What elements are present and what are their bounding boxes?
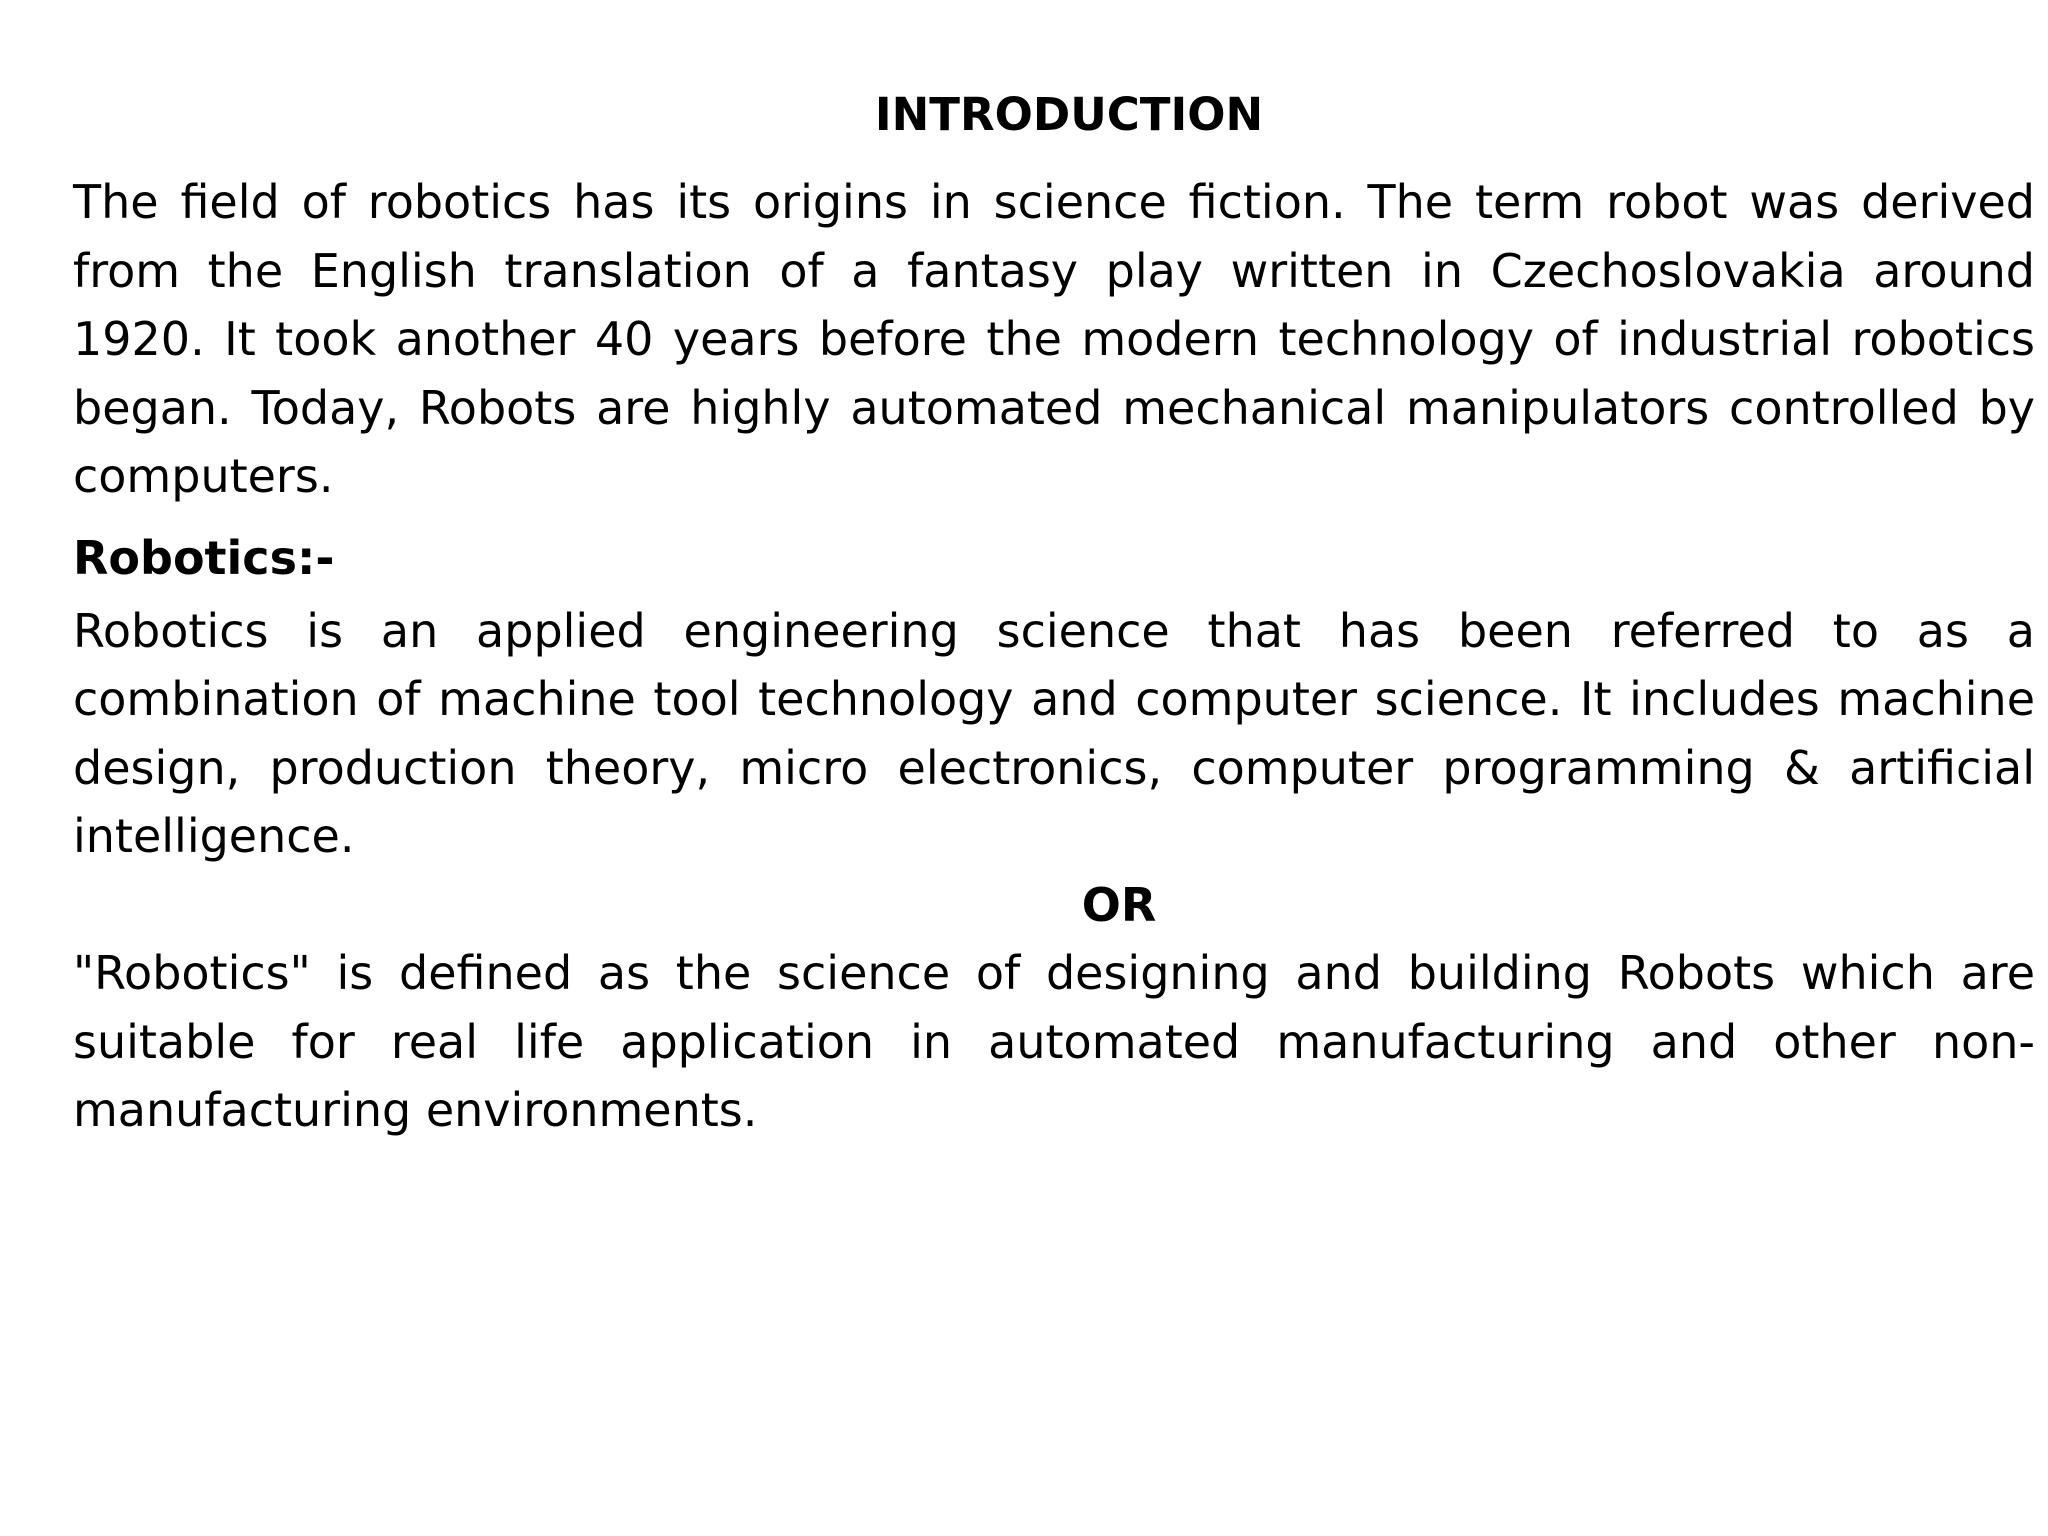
- definition-paragraph-2: "Robotics" is defined as the science of designing and building Robots which are suitable for real life application in automated manufacturing and other non-manufacturing environments.: [73, 946, 2035, 1137]
- slide-content: [73, 84, 2035, 1145]
- definition-paragraph-1: Robotics is an applied engineering science that has been referred to as a combination of machine tool technology and computer science. It includes machine design, production theory, micro electronics, computer programming & artificial intelligence.: [73, 603, 2035, 863]
- intro-paragraph: The field of robotics has its origins in science fiction. The term robot was derived from the English translation of a fantasy play written in Czechoslovakia around 1920. It took another 40 years before the modern technology of industrial robotics began. Today, Robots are highly automated mechanical manipulators controlled by computers.: [73, 175, 2035, 503]
- or-separator: OR: [1081, 877, 1157, 932]
- section-heading: Robotics:-: [73, 530, 335, 585]
- page-title: INTRODUCTION: [874, 88, 1264, 141]
